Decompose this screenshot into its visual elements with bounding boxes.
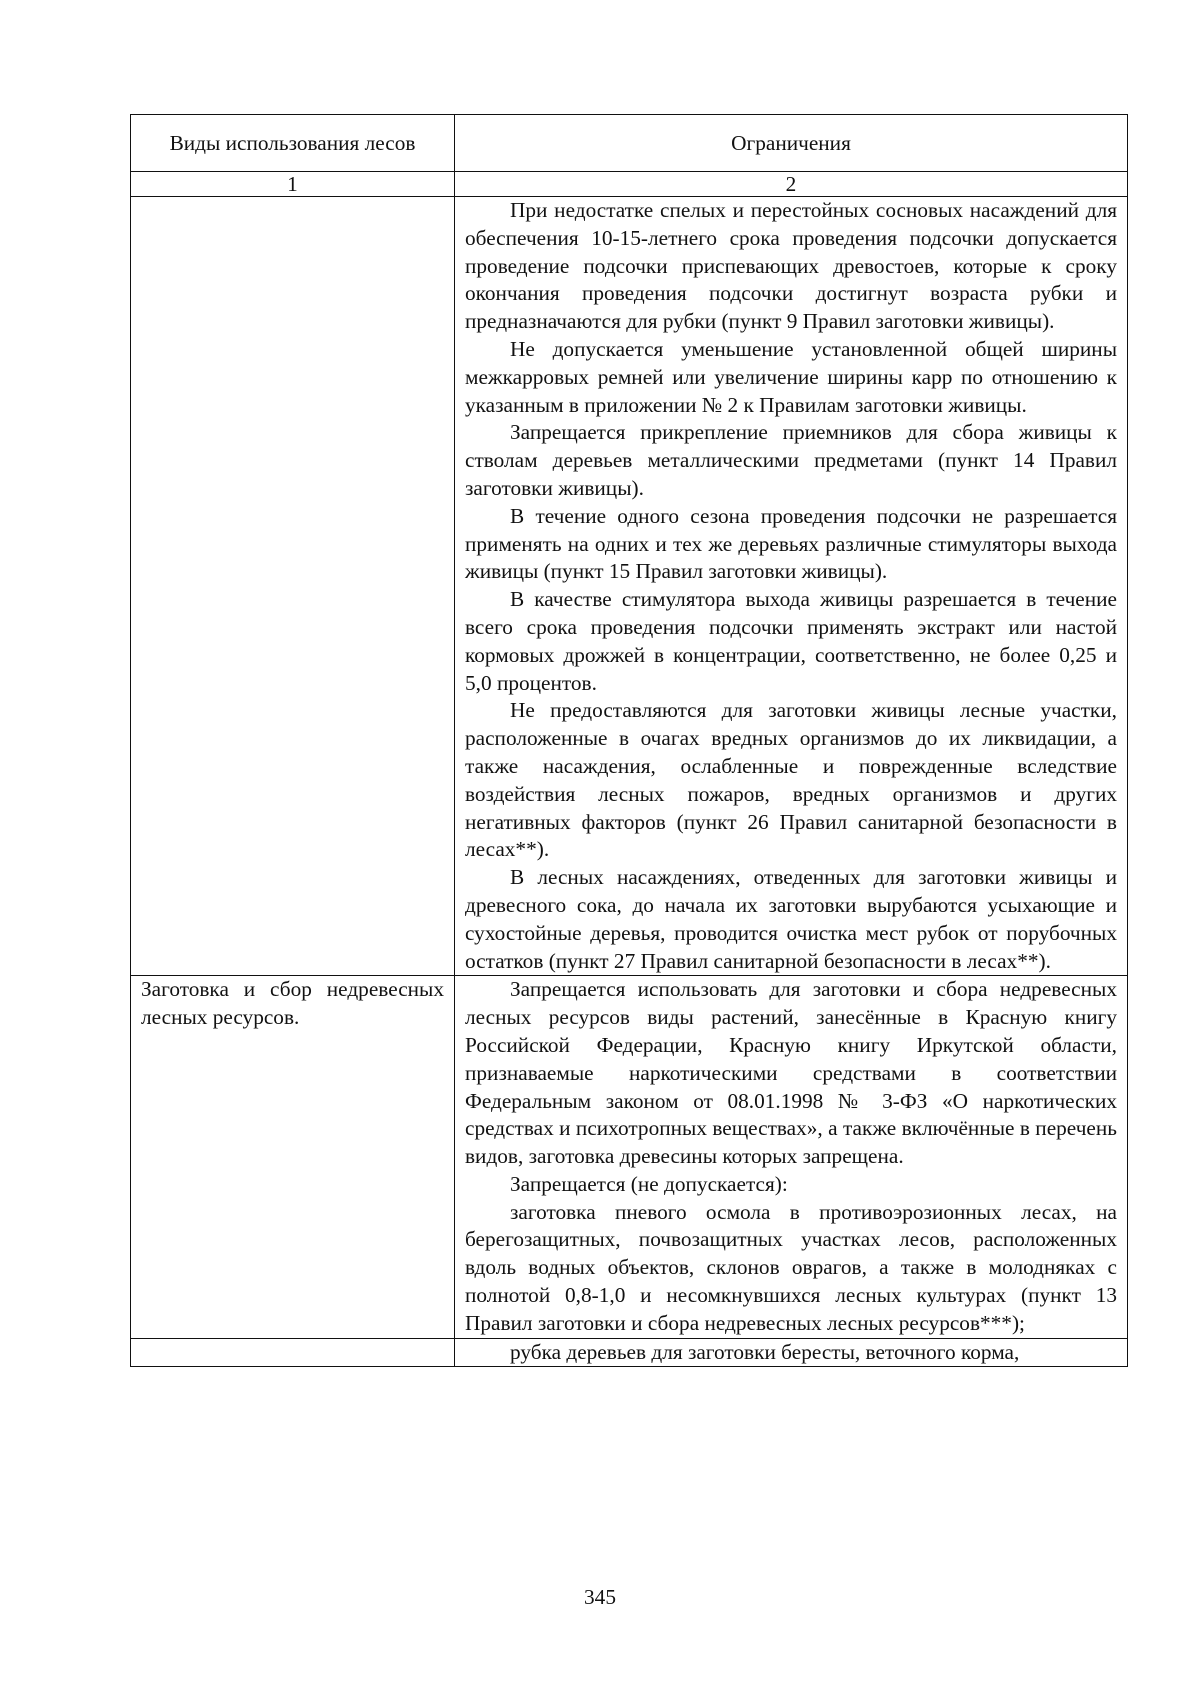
- table-row: [131, 197, 1128, 976]
- table-row-continued: [131, 1338, 1128, 1367]
- column-number-2: 2: [455, 172, 1128, 197]
- header-use-type: Виды использования лесов: [131, 115, 455, 172]
- restrictions-cell: [455, 976, 1128, 1338]
- header-restrictions: Ограничения: [455, 115, 1128, 172]
- restrictions-table: [130, 114, 1128, 1367]
- restriction-paragraph: В течение одного сезона проведения подсочки не разрешается применять на одних и тех же деревьях различные стимуляторы выхода живицы (пункт 15 Правил заготовки живицы).: [465, 503, 1117, 584]
- use-type-cell: [131, 197, 455, 976]
- restriction-paragraph: заготовка пневого осмола в противоэрозионных лесах, на берегозащитных, почвозащитных участках лесов, расположенных вдоль водных объектов, склонов оврагов, а также в молодняках с полнотой 0,8-1,0 и несомкнувшихся лесных культурах (пункт 13 Правил заготовки и сбора недревесных лесных ресурсов***);: [465, 1199, 1117, 1335]
- restriction-paragraph: При недостатке спелых и перестойных сосновых насаждений для обеспечения 10-15-летнего срока проведения подсочки допускается проведение подсочки приспевающих древостоев, которые к сроку окончания проведения подсочки достигнут возраста рубки и предназначаются для рубки (пункт 9 Правил заготовки живицы).: [465, 198, 1117, 334]
- restriction-paragraph: Запрещается (не допускается):: [510, 1171, 788, 1196]
- restriction-paragraph: В качестве стимулятора выхода живицы разрешается в течение всего срока проведения подсочки применять экстракт или настой кормовых дрожжей в концентрации, соответственно, не более 0,25 и 5,0 процентов.: [465, 587, 1117, 695]
- restrictions-cell: [455, 1338, 1128, 1367]
- column-number-row: [131, 172, 1128, 197]
- restriction-paragraph: Запрещается использовать для заготовки и сбора недревесных лесных ресурсов виды растений, занесённые в Красную книгу Российской Федерации, Красную книгу Иркутской области, признаваемые наркотическими средствами в соответствии Федеральным законом от 08.01.1998 № 3-ФЗ «О наркотических средствах и психотропных веществах», а также включённые в перечень видов, заготовка древесины которых запрещена.: [465, 977, 1117, 1169]
- use-type-cell-empty: [131, 1338, 455, 1367]
- restriction-paragraph: Не допускается уменьшение установленной общей ширины межкарровых ремней или увеличение ширины карр по отношению к указанным в приложении № 2 к Правилам заготовки живицы.: [465, 336, 1117, 417]
- table-row: [131, 976, 1128, 1338]
- restrictions-cell: [455, 197, 1128, 976]
- restriction-paragraph: В лесных насаждениях, отведенных для заготовки живицы и древесного сока, до начала их заготовки вырубаются усыхающие и сухостойные деревья, проводится очистка мест рубок от порубочных остатков (пункт 27 Правил санитарной безопасности в лесах**).: [465, 865, 1117, 973]
- use-type-text: Заготовка и сбор недревесных лесных ресурсов.: [141, 977, 444, 1030]
- restriction-paragraph: Не предоставляются для заготовки живицы лесные участки, расположенные в очагах вредных организмов до их ликвидации, а также насаждения, ослабленные и поврежденные вследствие воздействия лесных пожаров, вредных организмов и других негативных факторов (пункт 26 Правил санитарной безопасности в лесах**).: [465, 698, 1117, 862]
- table-header-row: [131, 115, 1128, 172]
- use-type-cell: [131, 976, 455, 1338]
- restriction-paragraph: Запрещается прикрепление приемников для сбора живицы к стволам деревьев металлическими предметами (пункт 14 Правил заготовки живицы).: [465, 420, 1117, 500]
- column-number-1: 1: [131, 172, 455, 197]
- page-number: 345: [584, 1585, 616, 1609]
- restriction-paragraph-cut: рубка деревьев для заготовки бересты, веточного корма,: [510, 1339, 1020, 1364]
